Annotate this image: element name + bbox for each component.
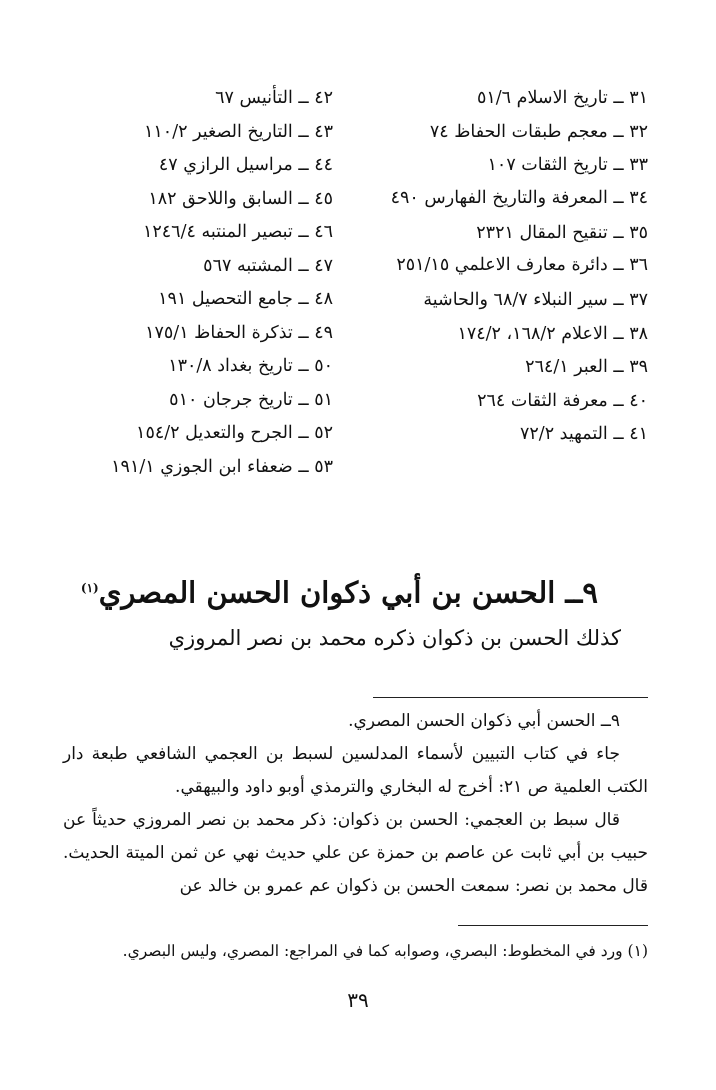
reference-item: ٣٥ ــ تنقيح المقال ٢٣٢١: [476, 222, 648, 243]
footnote-divider: [458, 925, 648, 926]
notes-divider: [373, 697, 648, 698]
note-paragraph: قال سبط بن العجمي: الحسن بن ذكوان: ذكر محمد بن نصر المروزي حديثاً عن حبيب بن أبي ثابت عن عاصم بن حمزة عن علي حديث نهي عن ثمن الميتة الحديث. قال محمد بن نصر: سمعت الحسن بن ذكوان عم عمرو بن خالد عن: [63, 810, 648, 896]
reference-item: ٤٧ ــ المشتبه ٥٦٧: [203, 255, 333, 276]
reference-item: ٣٧ ــ سير النبلاء ٦٨/٧ والحاشية: [423, 290, 648, 310]
page-number: ٣٩: [347, 988, 369, 1012]
reference-item: ٣٤ ــ المعرفة والتاريخ الفهارس ٤٩٠: [390, 187, 648, 208]
reference-item: ٤٤ ــ مراسيل الرازي ٤٧: [158, 155, 333, 175]
reference-column-right: [358, 82, 648, 484]
reference-item: ٣٨ ــ الاعلام ١٦٨/٢، ١٧٤/٢: [457, 323, 648, 344]
reference-item: ٤٩ ــ تذكرة الحفاظ ١٧٥/١: [145, 322, 333, 343]
commentary-notes: [63, 705, 648, 903]
reference-item: ٥١ ــ تاريخ جرجان ٥١٠: [169, 389, 333, 410]
reference-column-left: [68, 82, 333, 484]
entry-heading-text: ٩ــ الحسن بن أبي ذكوان الحسن المصري: [98, 575, 598, 610]
reference-list: [68, 82, 648, 484]
reference-item: ٣٩ ــ العبر ٢٦٤/١: [525, 357, 648, 377]
note-paragraph: ٩ــ الحسن أبي ذكوان الحسن المصري.: [348, 711, 620, 731]
reference-item: ٤٦ ــ تبصير المنتبه ١٢٤٦/٤: [142, 222, 333, 242]
reference-item: ٤٥ ــ السابق واللاحق ١٨٢: [148, 188, 333, 209]
reference-item: ٤١ ــ التمهيد ٧٢/٢: [520, 424, 648, 444]
reference-item: ٥٢ ــ الجرح والتعديل ١٥٤/٢: [136, 423, 333, 443]
entry-subline: كذلك الحسن بن ذكوان ذكره محمد بن نصر المروزي: [168, 626, 621, 650]
reference-item: ٤٨ ــ جامع التحصيل ١٩١: [158, 289, 333, 309]
footnote-marker: (١): [80, 581, 99, 595]
reference-item: ٤٠ ــ معرفة الثقات ٢٦٤: [477, 390, 648, 411]
reference-item: ٣٢ ــ معجم طبقات الحفاظ ٧٤: [429, 121, 648, 142]
entry-heading: [81, 568, 598, 613]
reference-item: ٤٢ ــ التأنيس ٦٧: [215, 88, 333, 108]
reference-item: ٤٣ ــ التاريخ الصغير ١١٠/٢: [144, 121, 333, 142]
note-paragraph: جاء في كتاب التبيين لأسماء المدلسين لسبط بن العجمي الشافعي طبعة دار الكتب العلمية ص ٢١: أخرج له البخاري والترمذي أوبو داود والبيهقي.: [63, 744, 648, 797]
reference-item: ٥٣ ــ ضعفاء ابن الجوزي ١٩١/١: [111, 456, 333, 477]
footnote-text: (١) ورد في المخطوط: البصري، وصوابه كما في المراجع: المصري، وليس البصري.: [122, 942, 648, 960]
reference-item: ٣١ ــ تاريخ الاسلام ٥١/٦: [476, 88, 648, 108]
reference-item: ٣٣ ــ تاريخ الثقات ١٠٧: [487, 155, 648, 175]
reference-item: ٥٠ ــ تاريخ بغداد ١٣٠/٨: [168, 356, 333, 376]
reference-item: ٣٦ ــ دائرة معارف الاعلمي ٢٥١/١٥: [396, 255, 648, 275]
